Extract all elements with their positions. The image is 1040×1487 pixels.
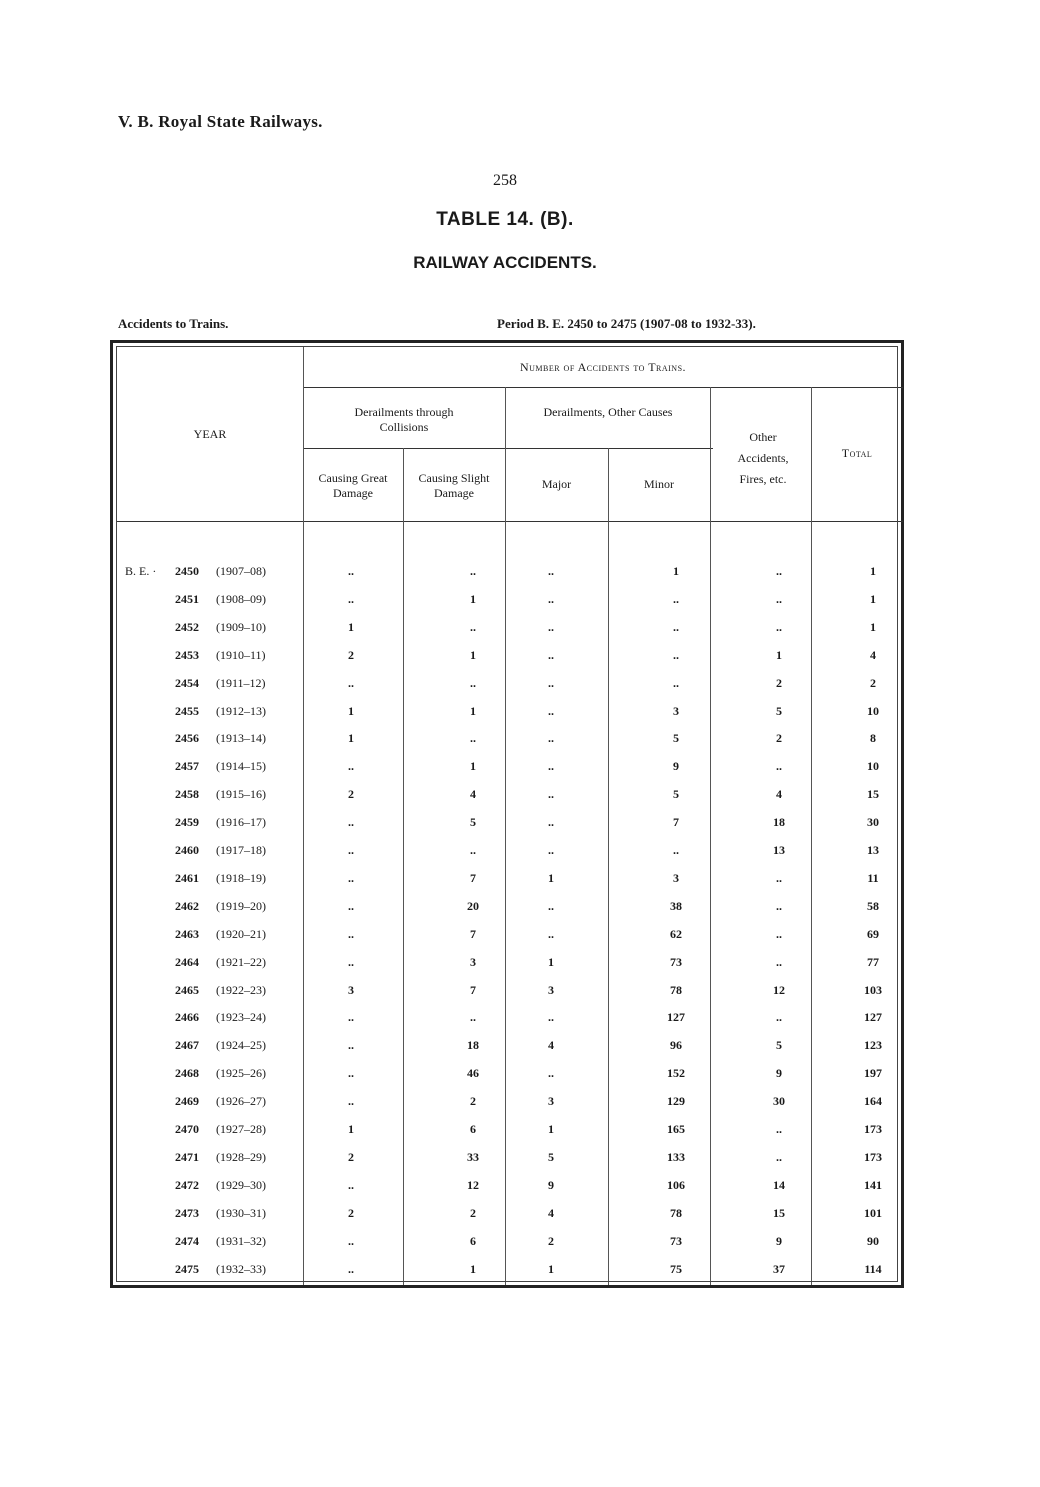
be-year: 2473	[175, 1205, 199, 1220]
be-year: 2463	[175, 926, 199, 941]
total-cell: 11	[867, 870, 879, 885]
year-prefix: B. E. ·	[125, 564, 157, 578]
be-year: 2453	[175, 647, 199, 662]
total-cell: 58	[867, 898, 879, 913]
major-cell: ..	[548, 843, 554, 857]
number-of-accidents-header: Number of Accidents to Trains.	[519, 360, 687, 374]
total-cell: 173	[864, 1149, 882, 1164]
minor-cell: 1	[673, 564, 679, 578]
ce-year: (1907–08)	[216, 564, 266, 578]
other-accidents-cell: 15	[773, 1205, 785, 1220]
great-damage-cell: 2	[348, 1205, 354, 1220]
be-year: 2475	[175, 1261, 199, 1276]
great-damage-cell: 1	[348, 619, 354, 634]
ce-year: (1929–30)	[216, 1177, 266, 1192]
other-accidents-cell: ..	[776, 591, 782, 606]
table-row	[113, 673, 907, 695]
minor-cell: 78	[670, 1205, 682, 1220]
slight-damage-cell: 5	[470, 815, 476, 830]
other-accidents-cell: 13	[773, 843, 785, 857]
table-row	[113, 728, 907, 750]
table-row	[113, 1119, 907, 1141]
total-cell: 10	[867, 759, 879, 774]
table-subtitle: RAILWAY ACCIDENTS.	[413, 253, 597, 272]
slight-damage-cell: 1	[470, 759, 476, 774]
minor-cell: 3	[673, 870, 679, 885]
total-cell: 77	[867, 954, 879, 969]
other-accidents-cell: ..	[776, 898, 782, 913]
be-year: 2454	[175, 675, 199, 690]
minor-cell: 78	[670, 982, 682, 997]
slight-damage-cell: 6	[470, 1122, 476, 1136]
section-title: V. B. Royal State Railways.	[118, 112, 323, 131]
collisions-group-header: Derailments through Collisions	[354, 405, 454, 434]
ce-year: (1913–14)	[216, 731, 266, 746]
left-caption: Accidents to Trains.	[118, 316, 229, 331]
total-cell: 90	[867, 1233, 879, 1248]
table-row	[113, 812, 907, 834]
table-row	[113, 1203, 907, 1225]
slight-damage-cell: 20	[467, 898, 479, 913]
ce-year: (1917–18)	[216, 843, 266, 857]
accidents-table	[110, 340, 904, 1288]
minor-cell: ..	[673, 591, 679, 606]
ce-year: (1932–33)	[216, 1261, 266, 1276]
minor-header: Minor	[644, 477, 674, 491]
year-header: YEAR	[193, 427, 227, 441]
slight-damage-header: Causing Slight Damage	[418, 471, 490, 500]
table-row	[113, 924, 907, 946]
total-cell: 114	[864, 1261, 882, 1276]
minor-cell: ..	[673, 619, 679, 634]
minor-cell: 9	[673, 759, 679, 774]
total-cell: 1	[870, 619, 876, 634]
table-row	[113, 645, 907, 667]
slight-damage-cell: 2	[470, 1094, 476, 1109]
table-row	[113, 561, 907, 583]
be-year: 2474	[175, 1233, 199, 1248]
other-accidents-cell: ..	[776, 1122, 782, 1136]
slight-damage-cell: ..	[470, 619, 476, 634]
slight-damage-cell: ..	[470, 675, 476, 690]
minor-cell: 5	[673, 787, 679, 802]
ce-year: (1918–19)	[216, 870, 266, 885]
great-damage-cell: ..	[348, 926, 354, 941]
ce-year: (1908–09)	[216, 591, 266, 606]
slight-damage-cell: 1	[470, 591, 476, 606]
major-cell: ..	[548, 815, 554, 830]
header-divider	[303, 448, 713, 449]
ce-year: (1919–20)	[216, 898, 266, 913]
other-accidents-cell: 1	[776, 647, 782, 662]
minor-cell: ..	[673, 675, 679, 690]
table-row	[113, 896, 907, 918]
slight-damage-cell: ..	[470, 843, 476, 857]
great-damage-header: Causing Great Damage	[318, 471, 388, 500]
great-damage-cell: ..	[348, 815, 354, 830]
slight-damage-cell: 7	[470, 926, 476, 941]
table-row	[113, 784, 907, 806]
great-damage-cell: ..	[348, 675, 354, 690]
total-cell: 123	[864, 1038, 882, 1053]
major-cell: 2	[548, 1233, 554, 1248]
total-cell: 8	[870, 731, 876, 746]
other-causes-group-header: Derailments, Other Causes	[543, 405, 673, 419]
be-year: 2457	[175, 759, 199, 774]
total-cell: 127	[864, 1010, 882, 1025]
great-damage-cell: ..	[348, 954, 354, 969]
great-damage-cell: 3	[348, 982, 354, 997]
slight-damage-cell: 1	[470, 1261, 476, 1276]
ce-year: (1910–11)	[216, 647, 266, 662]
minor-cell: 5	[673, 731, 679, 746]
minor-cell: 3	[673, 703, 679, 718]
total-cell: 141	[864, 1177, 882, 1192]
other-accidents-cell: 9	[776, 1233, 782, 1248]
major-cell: ..	[548, 619, 554, 634]
minor-cell: 75	[670, 1261, 682, 1276]
major-cell: 5	[548, 1149, 554, 1164]
period-caption: Period B. E. 2450 to 2475 (1907-08 to 1932-33).	[497, 316, 756, 331]
header-divider	[303, 387, 903, 388]
slight-damage-cell: ..	[470, 564, 476, 578]
ce-year: (1930–31)	[216, 1205, 266, 1220]
slight-damage-cell: 12	[467, 1177, 479, 1192]
be-year: 2470	[175, 1122, 199, 1136]
table-row	[113, 589, 907, 611]
other-accidents-cell: ..	[776, 870, 782, 885]
be-year: 2464	[175, 954, 199, 969]
great-damage-cell: 2	[348, 647, 354, 662]
ce-year: (1911–12)	[216, 675, 266, 690]
major-cell: ..	[548, 731, 554, 746]
slight-damage-cell: ..	[470, 1010, 476, 1025]
great-damage-cell: 2	[348, 1149, 354, 1164]
major-cell: ..	[548, 898, 554, 913]
other-accidents-cell: ..	[776, 954, 782, 969]
table-row	[113, 868, 907, 890]
great-damage-cell: ..	[348, 1177, 354, 1192]
table-row	[113, 1007, 907, 1029]
slight-damage-cell: 3	[470, 954, 476, 969]
minor-cell: 96	[670, 1038, 682, 1053]
ce-year: (1926–27)	[216, 1094, 266, 1109]
slight-damage-cell: 7	[470, 870, 476, 885]
table-row	[113, 1147, 907, 1169]
ce-year: (1920–21)	[216, 926, 266, 941]
minor-cell: 133	[667, 1149, 685, 1164]
great-damage-cell: ..	[348, 1094, 354, 1109]
minor-cell: 73	[670, 954, 682, 969]
table-row	[113, 1091, 907, 1113]
minor-cell: ..	[673, 843, 679, 857]
major-cell: ..	[548, 591, 554, 606]
total-cell: 30	[867, 815, 879, 830]
other-accidents-cell: 18	[773, 815, 785, 830]
major-cell: ..	[548, 926, 554, 941]
other-accidents-cell: 4	[776, 787, 782, 802]
be-year: 2466	[175, 1010, 199, 1025]
total-cell: 164	[864, 1094, 882, 1109]
be-year: 2451	[175, 591, 199, 606]
minor-cell: 38	[670, 898, 682, 913]
ce-year: (1928–29)	[216, 1149, 266, 1164]
ce-year: (1923–24)	[216, 1010, 266, 1025]
be-year: 2467	[175, 1038, 199, 1053]
major-cell: 1	[548, 954, 554, 969]
be-year: 2462	[175, 898, 199, 913]
total-header: Total	[841, 446, 873, 460]
other-accidents-cell: 12	[773, 982, 785, 997]
great-damage-cell: ..	[348, 1261, 354, 1276]
table-row	[113, 1035, 907, 1057]
table-row	[113, 980, 907, 1002]
great-damage-cell: ..	[348, 898, 354, 913]
other-accidents-cell: 37	[773, 1261, 785, 1276]
slight-damage-cell: 6	[470, 1233, 476, 1248]
minor-cell: 62	[670, 926, 682, 941]
great-damage-cell: ..	[348, 564, 354, 578]
table-title: TABLE 14. (B).	[436, 209, 574, 230]
other-accidents-cell: ..	[776, 619, 782, 634]
total-cell: 1	[870, 591, 876, 606]
great-damage-cell: 1	[348, 1122, 354, 1136]
table-row	[113, 756, 907, 778]
be-year: 2455	[175, 703, 199, 718]
other-accidents-cell: 5	[776, 1038, 782, 1053]
be-year: 2452	[175, 619, 199, 634]
ce-year: (1914–15)	[216, 759, 266, 774]
minor-cell: 73	[670, 1233, 682, 1248]
total-cell: 103	[864, 982, 882, 997]
other-accidents-cell: 14	[773, 1177, 785, 1192]
table-row	[113, 952, 907, 974]
minor-cell: ..	[673, 647, 679, 662]
major-cell: ..	[548, 759, 554, 774]
major-cell: ..	[548, 675, 554, 690]
major-cell: 4	[548, 1038, 554, 1053]
slight-damage-cell: ..	[470, 731, 476, 746]
be-year: 2459	[175, 815, 199, 830]
be-year: 2471	[175, 1149, 199, 1164]
slight-damage-cell: 2	[470, 1205, 476, 1220]
be-year: 2460	[175, 843, 199, 857]
other-accidents-cell: ..	[776, 564, 782, 578]
other-accidents-cell: 2	[776, 675, 782, 690]
total-cell: 69	[867, 926, 879, 941]
great-damage-cell: ..	[348, 591, 354, 606]
be-year: 2472	[175, 1177, 199, 1192]
other-accidents-cell: 30	[773, 1094, 785, 1109]
ce-year: (1922–23)	[216, 982, 266, 997]
total-cell: 15	[867, 787, 879, 802]
other-accidents-cell: 9	[776, 1066, 782, 1081]
be-year: 2450	[175, 564, 199, 578]
major-cell: ..	[548, 1066, 554, 1081]
major-cell: ..	[548, 564, 554, 578]
table-row	[113, 840, 907, 862]
ce-year: (1927–28)	[216, 1122, 266, 1136]
ce-year: (1916–17)	[216, 815, 266, 830]
slight-damage-cell: 18	[467, 1038, 479, 1053]
minor-cell: 165	[667, 1122, 685, 1136]
major-cell: 3	[548, 1094, 554, 1109]
great-damage-cell: ..	[348, 1010, 354, 1025]
great-damage-cell: ..	[348, 1233, 354, 1248]
great-damage-cell: ..	[348, 843, 354, 857]
other-accidents-cell: ..	[776, 926, 782, 941]
slight-damage-cell: 33	[467, 1149, 479, 1164]
major-cell: 1	[548, 870, 554, 885]
other-accidents-cell: ..	[776, 1149, 782, 1164]
great-damage-cell: ..	[348, 1038, 354, 1053]
ce-year: (1925–26)	[216, 1066, 266, 1081]
other-accidents-header: Other Accidents, Fires, etc.	[737, 430, 789, 486]
header-bottom-rule	[117, 521, 903, 522]
other-accidents-cell: 2	[776, 731, 782, 746]
other-accidents-cell: 5	[776, 703, 782, 718]
slight-damage-cell: 7	[470, 982, 476, 997]
slight-damage-cell: 4	[470, 787, 476, 802]
total-cell: 173	[864, 1122, 882, 1136]
table-row	[113, 1063, 907, 1085]
total-cell: 1	[870, 564, 876, 578]
table-row	[113, 1259, 907, 1281]
ce-year: (1912–13)	[216, 703, 266, 718]
be-year: 2458	[175, 787, 199, 802]
minor-cell: 7	[673, 815, 679, 830]
table-row	[113, 701, 907, 723]
major-cell: ..	[548, 1010, 554, 1025]
minor-cell: 106	[667, 1177, 685, 1192]
be-year: 2461	[175, 870, 199, 885]
great-damage-cell: 1	[348, 731, 354, 746]
minor-cell: 127	[667, 1010, 685, 1025]
be-year: 2456	[175, 731, 199, 746]
great-damage-cell: 1	[348, 703, 354, 718]
ce-year: (1915–16)	[216, 787, 266, 802]
major-cell: 1	[548, 1122, 554, 1136]
table-row	[113, 617, 907, 639]
major-cell: 4	[548, 1205, 554, 1220]
total-cell: 4	[870, 647, 876, 662]
total-cell: 197	[864, 1066, 882, 1081]
major-cell: 3	[548, 982, 554, 997]
major-cell: 1	[548, 1261, 554, 1276]
great-damage-cell: ..	[348, 870, 354, 885]
slight-damage-cell: 1	[470, 703, 476, 718]
total-cell: 101	[864, 1205, 882, 1220]
major-cell: 9	[548, 1177, 554, 1192]
be-year: 2465	[175, 982, 199, 997]
ce-year: (1931–32)	[216, 1233, 266, 1248]
major-cell: ..	[548, 703, 554, 718]
total-cell: 13	[867, 843, 879, 857]
minor-cell: 152	[667, 1066, 685, 1081]
great-damage-cell: ..	[348, 759, 354, 774]
be-year: 2468	[175, 1066, 199, 1081]
major-header: Major	[541, 477, 572, 491]
other-accidents-cell: ..	[776, 759, 782, 774]
slight-damage-cell: 1	[470, 647, 476, 662]
major-cell: ..	[548, 647, 554, 662]
be-year: 2469	[175, 1094, 199, 1109]
great-damage-cell: 2	[348, 787, 354, 802]
ce-year: (1921–22)	[216, 954, 266, 969]
slight-damage-cell: 46	[467, 1066, 479, 1081]
table-row	[113, 1175, 907, 1197]
total-cell: 10	[867, 703, 879, 718]
other-accidents-cell: ..	[776, 1010, 782, 1025]
ce-year: (1924–25)	[216, 1038, 266, 1053]
page-number: 258	[493, 172, 517, 189]
minor-cell: 129	[667, 1094, 685, 1109]
total-cell: 2	[870, 675, 876, 690]
ce-year: (1909–10)	[216, 619, 266, 634]
table-row	[113, 1231, 907, 1253]
great-damage-cell: ..	[348, 1066, 354, 1081]
major-cell: ..	[548, 787, 554, 802]
